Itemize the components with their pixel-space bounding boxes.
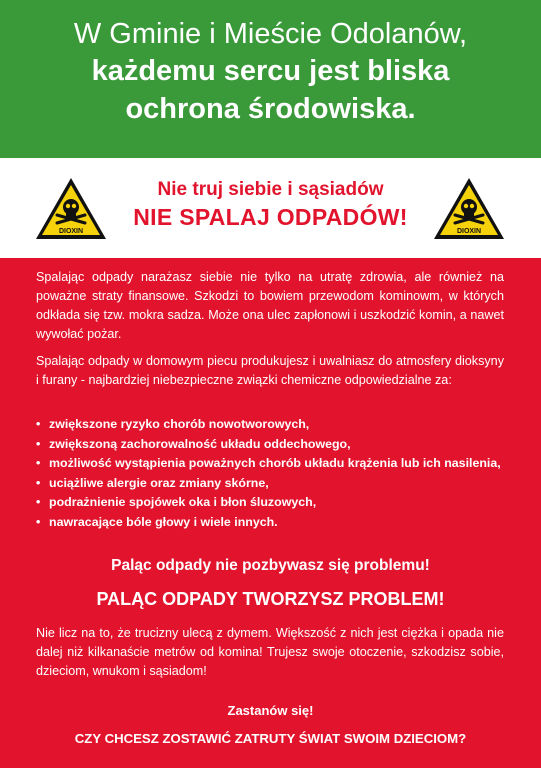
paragraph-smoke: Nie licz na to, że trucizny ulecą z dymem. Większość z nich jest ciężka i opada nie dalej niż kilkanaście metrów od komina! Trujesz swoje otoczenie, szkodzisz sobie, dzieciom, wnukom i sąsiadom! bbox=[36, 626, 504, 678]
list-item: • podrażnienie spojówek oka i błon śluzowych, bbox=[36, 493, 506, 513]
list-item: • uciążliwe alergie oraz zmiany skórne, bbox=[36, 474, 506, 494]
slogan-no-solution: Paląc odpady nie pozbywasz się problemu! bbox=[111, 557, 430, 574]
closing-question: CZY CHCESZ ZOSTAWIĆ ZATRUTY ŚWIAT SWOIM DZIECIOM? bbox=[74, 731, 467, 746]
list-item: • zwiększoną zachorowalność układu oddechowego, bbox=[36, 435, 506, 455]
slogan-creates-problem: PALĄC ODPADY TWORZYSZ PROBLEM! bbox=[96, 589, 445, 609]
paragraph-damage: Spalając odpady narażasz siebie nie tylko na utratę zdrowia, ale również na poważne straty finansowe. Szkodzi to bowiem przewodom kominowm, w których odkłada się tzw. mokra sadza. Może ona ulec zapłonowi i uszkodzić komin, a nawet wywołać pożar. bbox=[36, 270, 504, 341]
sign-label: DIOXIN bbox=[58, 228, 84, 235]
header-line-1: W Gminie i Mieście Odolanów, bbox=[73, 18, 468, 50]
health-risks-list bbox=[36, 415, 506, 533]
sign-label: DIOXIN bbox=[456, 228, 482, 235]
header-line-3: ochrona środowiska. bbox=[125, 93, 416, 125]
toxic-skull-warning-icon bbox=[431, 175, 507, 243]
warning-band bbox=[0, 158, 541, 258]
warning-subtitle: Nie truj siebie i sąsiadów bbox=[157, 179, 384, 200]
list-item: • możliwość wystąpienia poważnych chorób układu krążenia lub ich nasilenia, bbox=[36, 454, 506, 474]
header-banner bbox=[0, 0, 541, 158]
warning-text bbox=[110, 178, 431, 232]
list-item: • nawracające bóle głowy i wiele innych. bbox=[36, 513, 506, 533]
content-section bbox=[0, 258, 541, 768]
list-item: • zwiększone ryzyko chorób nowotworowych, bbox=[36, 415, 506, 435]
think-heading: Zastanów się! bbox=[227, 703, 314, 718]
paragraph-dioxins: Spalając odpady w domowym piecu produkujesz i uwalniasz do atmosfery dioksyny i furany - najbardziej niebezpieczne związki chemiczne odpowiedzialne za: bbox=[36, 354, 504, 387]
warning-title: NIE SPALAJ ODPADÓW! bbox=[133, 204, 408, 230]
header-line-2: każdemu sercu jest bliska bbox=[91, 55, 450, 87]
toxic-skull-warning-icon bbox=[33, 175, 109, 243]
